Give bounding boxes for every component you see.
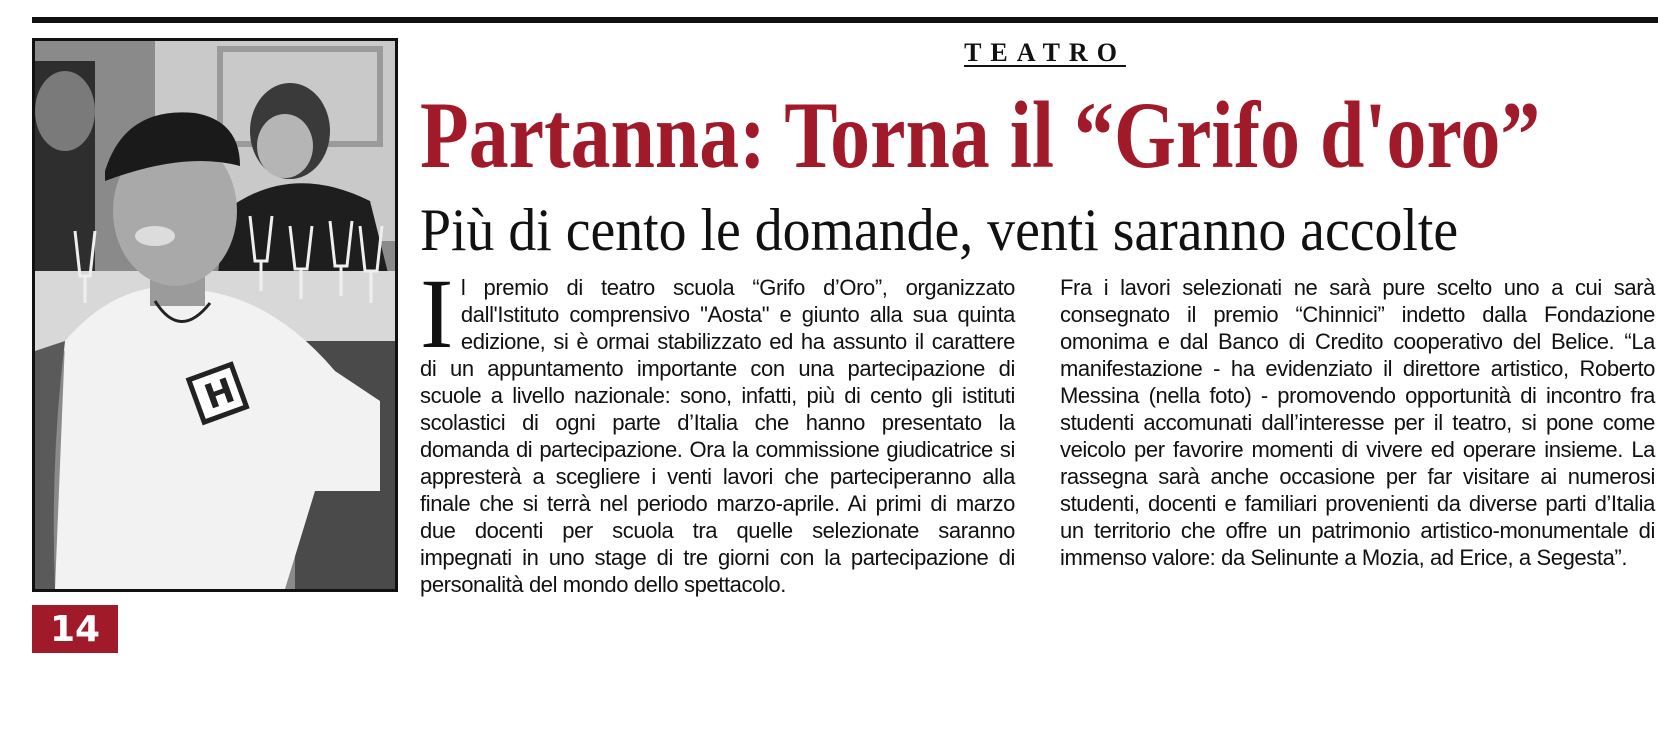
- headline: Partanna: Torna il “Grifo d'oro”: [420, 82, 1541, 188]
- top-rule: [32, 17, 1658, 23]
- photo-illustration: [35, 41, 395, 589]
- svg-text:H: H: [199, 370, 240, 418]
- page-number: 14: [32, 605, 118, 653]
- article-body-right: Fra i lavori selezionati ne sarà pure scelto uno a cui sarà consegnato il premio “Chinnici” indetto dalla Fondazione omonima e dal Banco di Credito cooperativo del Belice. “La manifestazione - ha evidenziato il direttore artistico, Roberto Messina (nella foto) - promovendo opportunità di incontro fra studenti accomunati dall’interesse per il teatro, si pone come veicolo per favorire momenti di vivere ed operare insieme. La rassegna sarà anche occasione per far visitare ai numerosi studenti, docenti e familiari provenienti da diverse parti d’Italia un territorio che offre un patrimonio artistico-monumentale di immenso valore: da Selinunte a Mozia, ad Erice, a Segesta”.: [1060, 275, 1655, 570]
- article-photo: [32, 38, 398, 592]
- article-body-left: l premio di teatro scuola “Grifo d’Oro”, organizzato dall'Istituto comprensivo "Aosta" e giunto alla sua quinta edizione, si è ormai stabilizzato ed ha assunto il carattere di un appuntamento importante con una partecipazione di scuole a livello nazionale: sono, infatti, più di cento gli istituti scolastici di ogni parte d’Italia che hanno presentato la domanda di partecipazione. Ora la commissione giudicatrice si appresterà a scegliere i venti lavori che parteciperanno alla finale che si terrà nel periodo marzo-aprile. Ai primi di marzo due docenti per scuola tra quelle selezionate saranno impegnati in uno stage di tre giorni con la partecipazione di personalità del mondo dello spettacolo.: [420, 275, 1015, 597]
- section-label: TEATRO: [964, 38, 1126, 67]
- article-column-right: [1060, 274, 1655, 571]
- drop-cap: I: [420, 258, 453, 369]
- subheadline: Più di cento le domande, venti saranno accolte: [420, 197, 1459, 263]
- article-column-left: [420, 258, 1015, 598]
